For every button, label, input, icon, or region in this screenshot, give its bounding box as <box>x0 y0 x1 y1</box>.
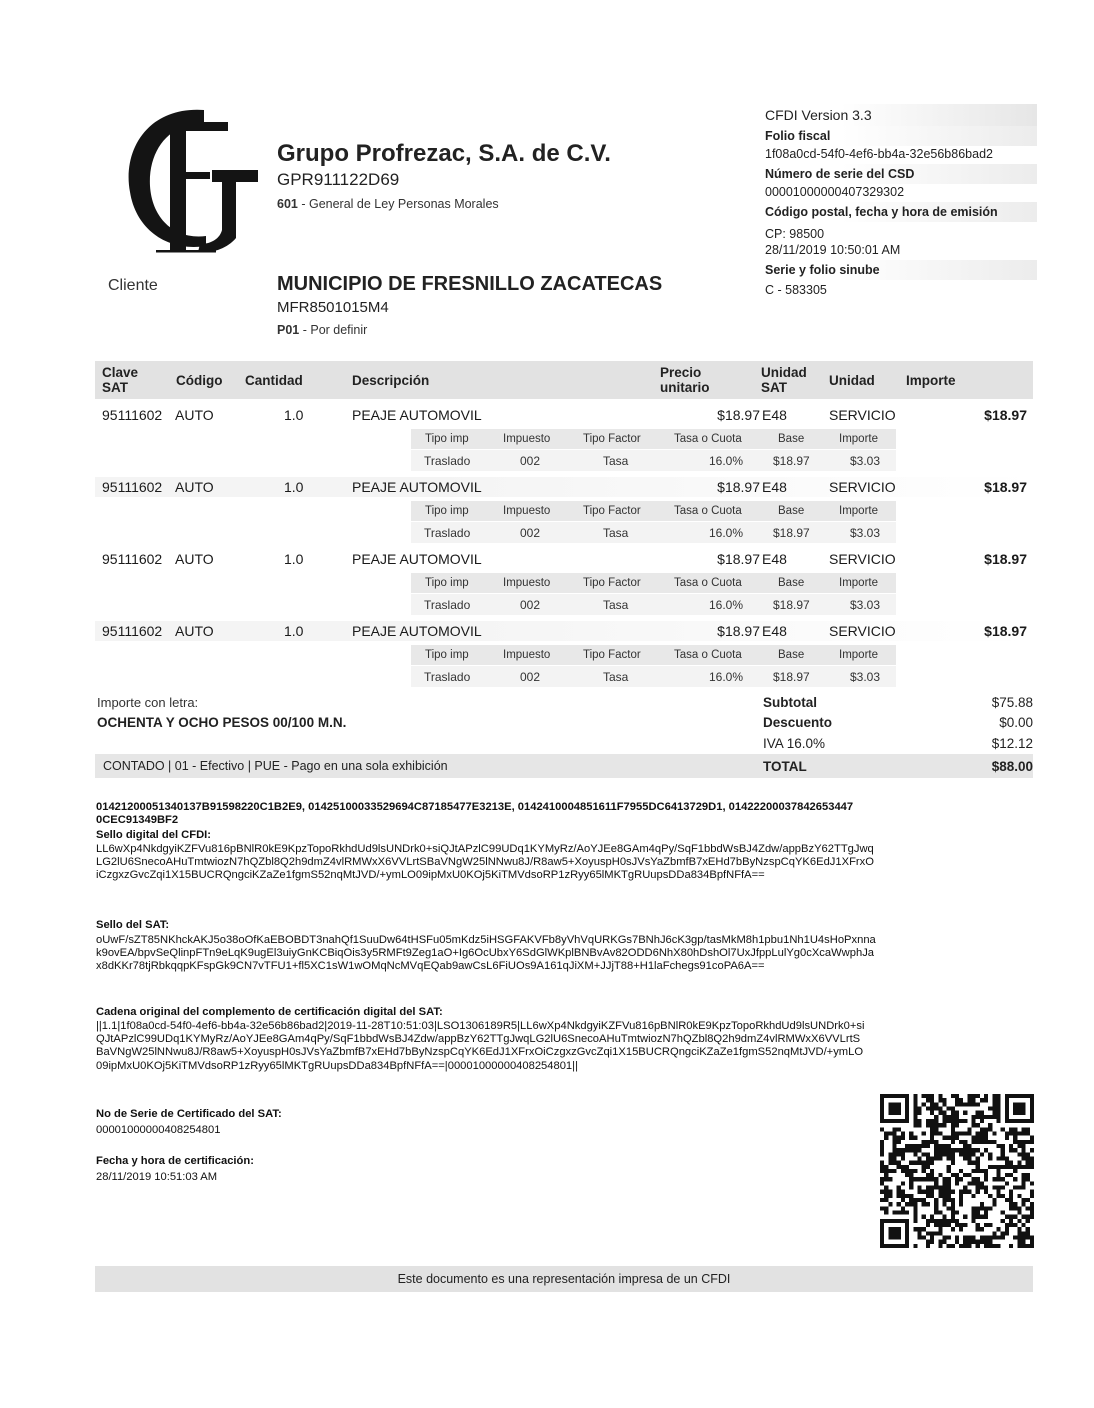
cell-importe: $18.97 <box>984 623 1027 639</box>
cell-cantidad: 1.0 <box>284 479 304 495</box>
cell-codigo: AUTO <box>175 551 214 567</box>
cell-cantidad: 1.0 <box>284 407 304 423</box>
cell-precio: $18.97 <box>717 551 760 567</box>
logo-letter-f-bar <box>170 122 228 131</box>
use-desc: - Por definir <box>299 323 368 337</box>
cell-unidad: SERVICIO <box>829 623 896 639</box>
amount-words: OCHENTA Y OCHO PESOS 00/100 M.N. <box>97 715 347 730</box>
tax-header-impuesto: Impuesto <box>503 433 551 445</box>
sat-cert-number: 00001000000408254801 <box>96 1124 221 1136</box>
col-descripcion: Descripción <box>352 373 430 388</box>
tax-value-tipo-factor: Tasa <box>603 670 629 684</box>
amount-words-label: Importe con letra: <box>97 695 199 710</box>
tax-header-importe: Importe <box>839 649 878 661</box>
tax-values <box>411 666 896 687</box>
tax-header <box>411 501 896 521</box>
emission-date: 28/11/2019 10:50:01 AM <box>765 243 901 257</box>
cell-descripcion: PEAJE AUTOMOVIL <box>352 551 482 567</box>
qr-code <box>880 1094 1034 1248</box>
tax-header-tasa: Tasa o Cuota <box>674 433 742 445</box>
tax-value-impuesto: 002 <box>520 670 541 684</box>
tax-header-impuesto: Impuesto <box>503 649 551 661</box>
col-unidad-sat: Unidad SAT <box>761 365 807 395</box>
tax-header-base: Base <box>778 505 805 517</box>
cell-unidad: SERVICIO <box>829 551 896 567</box>
regime-desc: - General de Ley Personas Morales <box>297 197 499 211</box>
cert-date: 28/11/2019 10:51:03 AM <box>96 1171 218 1183</box>
cell-codigo: AUTO <box>175 407 214 423</box>
cell-unidad-sat: E48 <box>762 623 787 639</box>
col-importe: Importe <box>906 373 956 388</box>
tax-value-tipo-factor: Tasa <box>603 454 629 468</box>
tax-header-base: Base <box>778 649 805 661</box>
emission-label: Código postal, fecha y hora de emisión <box>757 202 1037 222</box>
tax-header-tipo-factor: Tipo Factor <box>583 577 641 589</box>
tax-value-tipo-imp: Traslado <box>424 670 471 684</box>
csd-label: Número de serie del CSD <box>757 164 1037 184</box>
cell-descripcion: PEAJE AUTOMOVIL <box>352 479 482 495</box>
cell-cantidad: 1.0 <box>284 623 304 639</box>
tax-value-base: $18.97 <box>773 454 810 468</box>
tax-header-importe: Importe <box>839 577 878 589</box>
tax-header-tasa: Tasa o Cuota <box>674 577 742 589</box>
tax-value-tipo-factor: Tasa <box>603 598 629 612</box>
company-regime <box>277 197 499 211</box>
tax-header-tipo-imp: Tipo imp <box>425 433 469 445</box>
company-logo <box>108 100 268 258</box>
chain-label: Cadena original del complemento de certificación digital del SAT: <box>96 1006 443 1018</box>
tax-value-importe: $3.03 <box>850 670 881 684</box>
original-chain: ||1.1|1f08a0cd-54f0-4ef6-bb4a-32e56b86bad2|2019-11-28T10:51:03|LSO1306189R5|LL6wXp4NkdgyiKZFVu816pBNlR0kE9KpzTopoRkhdUd9lsUNDrk0+siQJtAPzlC99UDq1KYMyRz/AoYJEe8GAm4qPy/SqF1bbdWsBJ4Zdw/appBzY62TTgJwqLG2lU6SnecoAHuTmtwiozN7hQZbl8Q2h9dmZ4vlRMWxX6VVLrtSBaVNgW25lNNwu8J/R8aw5+XoyuspH0sJVsYaZbmfB7xEHd7bByNzspCqYK6EdJ1XFrxOiCzgxzGvcZqi1X15BUCRQngciKZaZe1fgmS52nqMtJVD/+ymLO09ipMxU0KOj5KiTMVdsoRP1zRyy65lMKTgRUupsDDa834BpfNFfA==|00001000000408254801|| <box>96 1020 865 1072</box>
cell-importe: $18.97 <box>984 407 1027 423</box>
tax-value-base: $18.97 <box>773 670 810 684</box>
logo-letter-f-mid <box>170 172 210 179</box>
cert-date-label: Fecha y hora de certificación: <box>96 1155 254 1167</box>
cell-precio: $18.97 <box>717 407 760 423</box>
cell-precio: $18.97 <box>717 623 760 639</box>
col-clave-sat: Clave SAT <box>102 365 139 395</box>
tax-detail <box>411 573 896 615</box>
table-row <box>95 477 1033 497</box>
regime-code: 601 <box>277 197 298 211</box>
cell-unidad-sat: E48 <box>762 407 787 423</box>
company-rfc: GPR911122D69 <box>277 170 400 189</box>
tax-header-impuesto: Impuesto <box>503 505 551 517</box>
client-label: Cliente <box>108 277 158 294</box>
tax-header <box>411 645 896 665</box>
use-code: P01 <box>277 323 300 337</box>
cell-clave: 95111602 <box>102 623 163 639</box>
cell-unidad-sat: E48 <box>762 479 787 495</box>
tax-values <box>411 450 896 471</box>
cell-clave: 95111602 <box>102 551 163 567</box>
col-cantidad: Cantidad <box>245 373 303 388</box>
client-name: MUNICIPIO DE FRESNILLO ZACATECAS <box>277 273 663 295</box>
cfdi-seal: LL6wXp4NkdgyiKZFVu816pBNlR0kE9KpzTopoRkhdUd9lsUNDrk0+siQJtAPzlC99UDq1KYMyRz/AoYJEe8GAm4qPy/SqF1bbdWsBJ4Zdw/appBzY62TTgJwqLG2lU6SnecoAHuTmtwiozN7hQZbl8Q2h9dmZ4vlRMWxX6VVLrtSBaVNgW25lNNwu8J/R8aw5+XoyuspH0sJVsYaZbmfB7xEHd7bByNzspCqYK6EdJ1XFrxOiCzgxzGvcZqi1X15BUCRQngciKZaZe1fgmS52nqMtJVD/+ymLO09ipMxU0KOj5KiTMVdsoRP1zRyy65lMKTgRUupsDDa834BpfNFfA== <box>96 843 874 882</box>
tax-value-impuesto: 002 <box>520 526 541 540</box>
tax-value-tipo-imp: Traslado <box>424 598 471 612</box>
tax-header-tasa: Tasa o Cuota <box>674 505 742 517</box>
client-cfdi-use <box>277 323 367 337</box>
tax-header <box>411 573 896 593</box>
tax-value-impuesto: 002 <box>520 598 541 612</box>
subtotal-label: Subtotal <box>763 695 817 710</box>
tax-value-tipo-imp: Traslado <box>424 454 471 468</box>
tax-header-tasa: Tasa o Cuota <box>674 649 742 661</box>
subtotal-value: $75.88 <box>991 695 1033 710</box>
tax-value-impuesto: 002 <box>520 454 541 468</box>
tax-header-tipo-factor: Tipo Factor <box>583 505 641 517</box>
tax-header-base: Base <box>778 433 805 445</box>
cfdi-version: CFDI Version 3.3 <box>757 104 1037 126</box>
tax-header-tipo-factor: Tipo Factor <box>583 649 641 661</box>
tax-detail <box>411 429 896 471</box>
tax-header-impuesto: Impuesto <box>503 577 551 589</box>
payment-method: CONTADO | 01 - Efectivo | PUE - Pago en una sola exhibición <box>103 759 448 773</box>
tax-header-tipo-imp: Tipo imp <box>425 649 469 661</box>
postal-code: CP: 98500 <box>765 227 825 241</box>
cell-descripcion: PEAJE AUTOMOVIL <box>352 623 482 639</box>
sat-cert-label: No de Serie de Certificado del SAT: <box>96 1108 282 1120</box>
discount-label: Descuento <box>763 715 833 730</box>
sat-seal: oUwF/sZT85NKhckAKJ5o38oOfKaEBOBDT3nahQf1SuuDw64tHSFu05mKdz5iHSGFAKVFb8yVhVqURKGs7BNhJ6cK3gp/tasMkM8h1pbu1Nh1U4sHoPxnnak9ovEA/bpvSeQlinpFTn9eLqK9ugEl3uiyGnKCBiqOis3y5RMFt9Zeg1aO+Ig6OcUbxY6SdGlWKplBNBvAv82ODD6NhX80hDshOl7UxJfppLulYg0cXcaWwphJax8dKKr78tjRbkqqpKFspGk9CN7vTFU1+fl5XC1sW1wOMqNcMVqEQab9awCsL6FiUOs9A161qJiXM+JJjT88+H1laFchegs91coPA6A== <box>96 934 876 973</box>
related-uuids: 01421200051340137B91598220C1B2E9, 01425100033529694C87185477E3213E, 01424100048516​11F7955DC6413729D1, 01422200037842653​44​70CEC91349BF2 <box>96 801 854 827</box>
cell-unidad-sat: E48 <box>762 551 787 567</box>
tax-header <box>411 429 896 449</box>
client-rfc: MFR8501015M4 <box>277 299 389 316</box>
tax-value-importe: $3.03 <box>850 526 881 540</box>
col-precio: Precio unitario <box>660 365 710 395</box>
cell-codigo: AUTO <box>175 479 214 495</box>
csd-number: 00001000000407329302 <box>765 185 905 199</box>
tax-value-base: $18.97 <box>773 598 810 612</box>
cfdi-info <box>757 104 1037 300</box>
iva-label: IVA 16.0% <box>763 736 826 751</box>
tax-header-tipo-factor: Tipo Factor <box>583 433 641 445</box>
sat-seal-label: Sello del SAT: <box>96 919 170 931</box>
tax-value-base: $18.97 <box>773 526 810 540</box>
serie-folio: C - 583305 <box>765 283 827 297</box>
tax-values <box>411 594 896 615</box>
total-value: $88.00 <box>991 759 1033 774</box>
cell-cantidad: 1.0 <box>284 551 304 567</box>
col-unidad: Unidad <box>829 373 875 388</box>
cell-clave: 95111602 <box>102 479 163 495</box>
cell-descripcion: PEAJE AUTOMOVIL <box>352 407 482 423</box>
tax-value-tasa: 16.0% <box>709 598 744 612</box>
tax-detail <box>411 501 896 543</box>
items-table-header <box>95 361 1033 399</box>
tax-header-importe: Importe <box>839 433 878 445</box>
cell-unidad: SERVICIO <box>829 479 896 495</box>
tax-value-tipo-imp: Traslado <box>424 526 471 540</box>
logo-letter-f-stem <box>170 122 186 250</box>
table-row <box>95 621 1033 641</box>
cfdi-seal-label: Sello digital del CFDI: <box>96 829 211 841</box>
tax-header-tipo-imp: Tipo imp <box>425 577 469 589</box>
tax-header-tipo-imp: Tipo imp <box>425 505 469 517</box>
cell-clave: 95111602 <box>102 407 163 423</box>
cell-unidad: SERVICIO <box>829 407 896 423</box>
tax-header-importe: Importe <box>839 505 878 517</box>
tax-value-tasa: 16.0% <box>709 454 744 468</box>
folio-fiscal-label: Folio fiscal <box>757 126 1037 146</box>
tax-value-importe: $3.03 <box>850 454 881 468</box>
tax-value-tipo-factor: Tasa <box>603 526 629 540</box>
tax-values <box>411 522 896 543</box>
tax-value-tasa: 16.0% <box>709 670 744 684</box>
logo-rule <box>156 250 216 253</box>
cell-importe: $18.97 <box>984 479 1027 495</box>
folio-fiscal: 1f08a0cd-54f0-4ef6-bb4a-32e56b86bad2 <box>765 147 993 161</box>
table-row <box>95 549 1033 569</box>
col-codigo: Código <box>176 373 223 388</box>
total-label: TOTAL <box>763 759 807 774</box>
footer-note: Este documento es una representación impresa de un CFDI <box>95 1266 1033 1292</box>
cell-precio: $18.97 <box>717 479 760 495</box>
company-name: Grupo Profrezac, S.A. de C.V. <box>277 140 611 167</box>
cell-codigo: AUTO <box>175 623 214 639</box>
cell-importe: $18.97 <box>984 551 1027 567</box>
serie-label: Serie y folio sinube <box>757 260 1037 280</box>
tax-value-tasa: 16.0% <box>709 526 744 540</box>
tax-detail <box>411 645 896 687</box>
logo-letter-g <box>198 170 258 252</box>
tax-value-importe: $3.03 <box>850 598 881 612</box>
discount-value: $0.00 <box>999 715 1033 730</box>
table-row <box>95 405 1033 425</box>
tax-header-base: Base <box>778 577 805 589</box>
iva-value: $12.12 <box>991 736 1033 751</box>
